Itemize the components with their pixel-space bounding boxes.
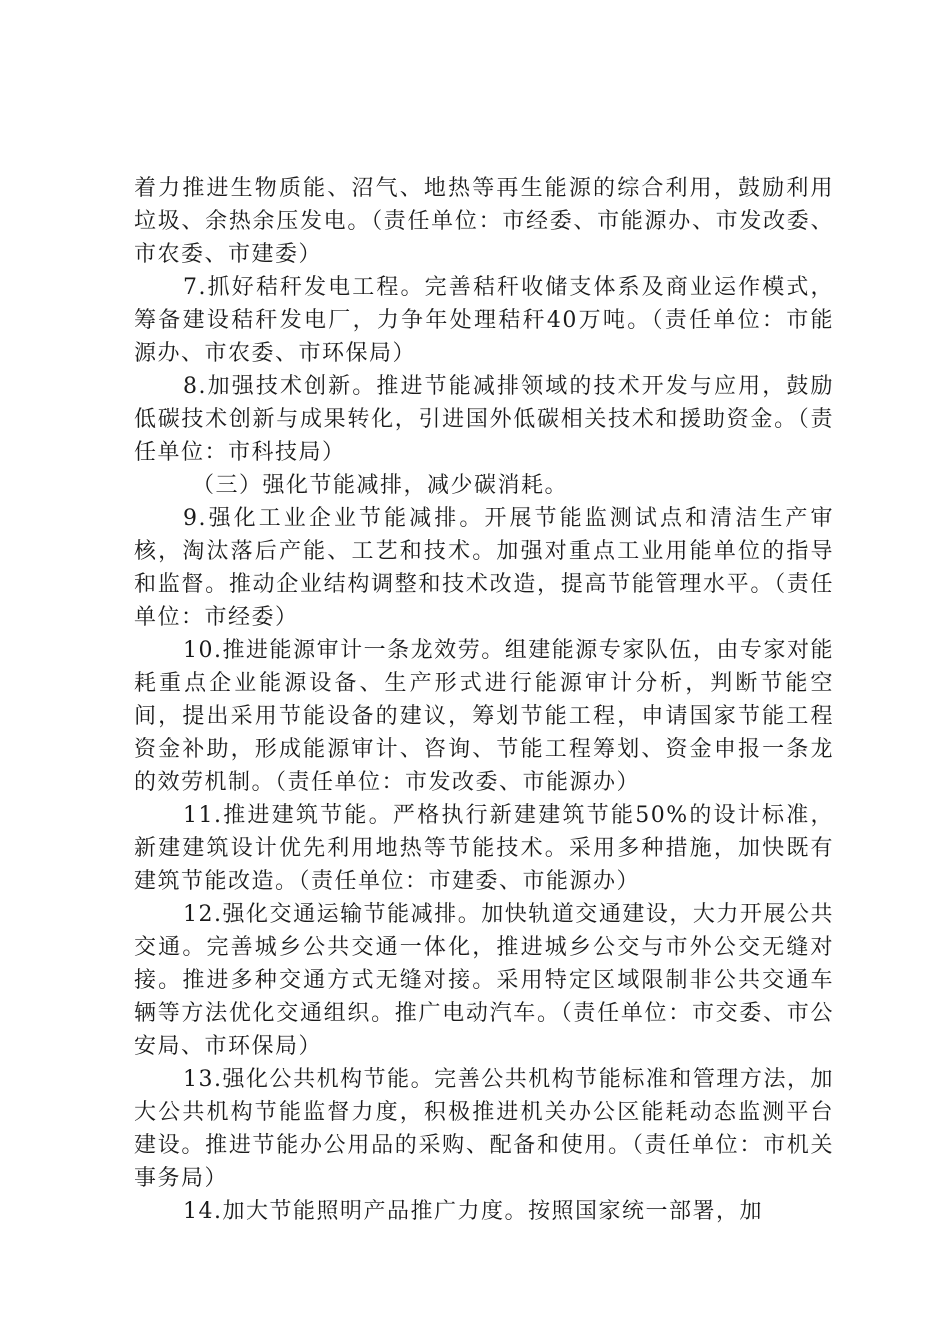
paragraph-item-8: 8.加强技术创新。推进节能减排领域的技术开发与应用，鼓励低碳技术创新与成果转化，引进国外低碳相关技术和援助资金。（责任单位：市科技局）: [134, 374, 834, 465]
paragraph-item-7: 7.抓好秸秆发电工程。完善秸秆收储支体系及商业运作模式，筹备建设秸秆发电厂，力争年处理秸秆40万吨。（责任单位：市能源办、市农委、市环保局）: [134, 275, 834, 366]
paragraph-item-11: 11.推进建筑节能。严格执行新建建筑节能50%的设计标准，新建建筑设计优先利用地热等节能技术。采用多种措施，加快既有建筑节能改造。（责任单位：市建委、市能源办）: [134, 803, 834, 894]
paragraph-continuation: 着力推进生物质能、沼气、地热等再生能源的综合利用，鼓励利用垃圾、余热余压发电。（责任单位：市经委、市能源办、市发改委、市农委、市建委）: [134, 176, 834, 267]
paragraph-item-9: 9.强化工业企业节能减排。开展节能监测试点和清洁生产审核，淘汰落后产能、工艺和技术。加强对重点工业用能单位的指导和监督。推动企业结构调整和技术改造，提高节能管理水平。（责任单位：市经委）: [134, 506, 834, 630]
paragraph-item-12: 12.强化交通运输节能减排。加快轨道交通建设，大力开展公共交通。完善城乡公共交通一体化，推进城乡公交与市外公交无缝对接。推进多种交通方式无缝对接。采用特定区域限制非公共交通车辆等方法优化交通组织。推广电动汽车。（责任单位：市交委、市公安局、市环保局）: [134, 902, 834, 1059]
paragraph-item-13: 13.强化公共机构节能。完善公共机构节能标准和管理方法，加大公共机构节能监督力度，积极推进机关办公区能耗动态监测平台建设。推进节能办公用品的采购、配备和使用。（责任单位：市机关事务局）: [134, 1067, 834, 1191]
section-heading-3: （三）强化节能减排，减少碳消耗。: [192, 473, 569, 498]
document-body: [134, 172, 834, 1228]
paragraph-item-14: 14.加大节能照明产品推广力度。按照国家统一部署，加: [183, 1199, 763, 1224]
paragraph-item-10: 10.推进能源审计一条龙效劳。组建能源专家队伍，由专家对能耗重点企业能源设备、生产形式进行能源审计分析，判断节能空间，提出采用节能设备的建议，筹划节能工程，申请国家节能工程资金补助，形成能源审计、咨询、节能工程筹划、资金申报一条龙的效劳机制。（责任单位：市发改委、市能源办）: [134, 638, 834, 795]
